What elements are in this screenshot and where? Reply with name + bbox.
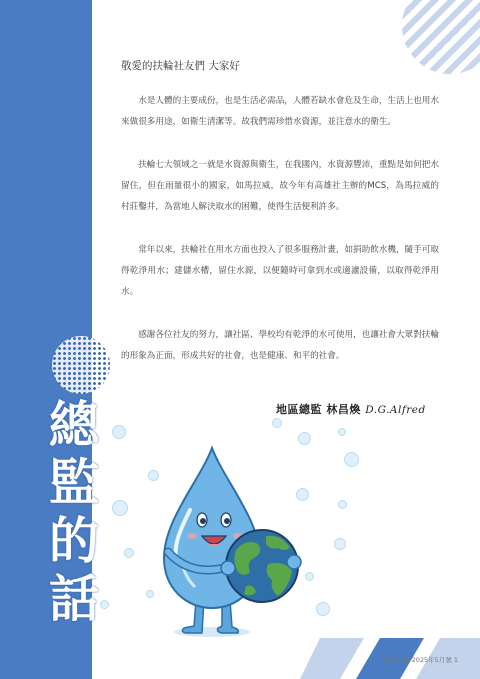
signature-name: 林昌煥 (326, 403, 361, 416)
paragraph: 扶輪七大領域之一就是水資源與衛生，在我國內，水資源豐沛，重點是如何把水留住，但在雨量很小的國家，如馬拉威，故今年有高雄社主辦的MCS，為馬拉威的村莊鑿井，為當地人解決取水的困難，使得生活便利許多。 (121, 160, 439, 212)
bubble-decoration (316, 602, 330, 616)
title-char: 總 (49, 396, 99, 454)
bubble-decoration (112, 500, 128, 516)
title-char: 的 (49, 512, 99, 570)
signature-english-name: D.G.Alfred (365, 404, 426, 416)
bubble-decoration (338, 428, 346, 436)
paragraph: 水是人體的主要成份，也是生活必需品，人體若缺水會危及生命，生活上也用水來做很多用途，如衛生清潔等。故我們需珍惜水資源，並注意水的衛生。 (121, 96, 439, 127)
greeting: 敬愛的扶輪社友們 大家好 (121, 60, 240, 72)
bubble-decoration (124, 548, 134, 558)
vertical-title (44, 396, 104, 628)
bubble-decoration (338, 500, 347, 509)
paragraph: 常年以來，扶輪社在用水方面也投入了很多服務計畫，如捐助飲水機，隨手可取得乾淨用水；建儲水槽，留住水源，以便隨時可拿到水或適濾設備，以取得乾淨用水。 (121, 245, 439, 297)
signature-title: 地區總監 (276, 403, 322, 416)
dotted-circle-decoration (52, 336, 110, 394)
bubble-decoration (334, 538, 346, 550)
title-char: 監 (49, 454, 99, 512)
signature (276, 401, 426, 417)
letter-body (121, 58, 439, 389)
bubble-decoration (112, 425, 126, 439)
footer-publication: 總監月報 2025年5月號 (383, 656, 452, 664)
title-char: 話 (49, 570, 99, 628)
paragraph: 感謝各位社友的努力，讓社區、學校均有乾淨的水可使用，也讓社會大眾對扶輪的形象為正面，形成共好的社會，也是健康、和平的社會。 (121, 330, 439, 361)
page-number: 1 (453, 656, 458, 664)
bubble-decoration (100, 600, 109, 609)
bubble-decoration (272, 418, 282, 428)
page-footer (384, 655, 458, 664)
water-drop-mascot-illustration (150, 440, 310, 640)
bubble-decoration (344, 452, 359, 467)
